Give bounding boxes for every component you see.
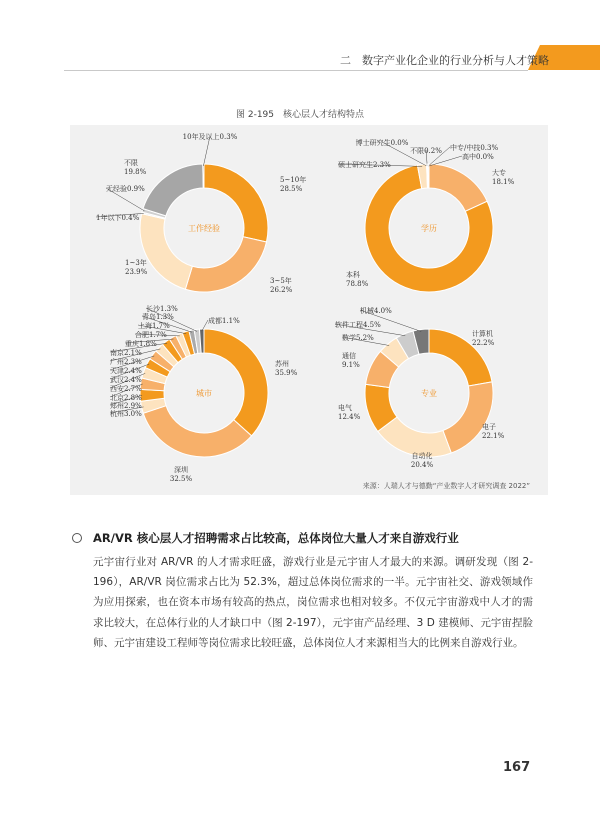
- slice-label: 本科 78.8%: [346, 271, 369, 288]
- slice-label: 1年以下0.4%: [96, 214, 140, 222]
- slice-label: 北京2.8%: [110, 394, 142, 402]
- pie-slice: [140, 214, 192, 290]
- page-number: 167: [503, 760, 531, 775]
- donut-chart-4: [335, 306, 505, 469]
- slice-label: 西安2.7%: [110, 385, 142, 393]
- donut-center-label: 工作经验: [188, 224, 220, 233]
- donut-chart-3: [110, 304, 298, 483]
- slice-label: 通信 9.1%: [342, 352, 360, 369]
- slice-label: 重庆1.8%: [125, 340, 157, 348]
- pie-slice: [143, 164, 203, 216]
- pie-slice: [185, 237, 266, 292]
- slice-label: 电子 22.1%: [482, 423, 505, 440]
- slice-label: 天津2.4%: [110, 367, 142, 375]
- slice-label: 中专/中技0.3%: [450, 144, 499, 152]
- pie-slice: [443, 382, 493, 453]
- slice-label: 成都1.1%: [208, 317, 240, 325]
- donut-charts: [70, 125, 548, 495]
- slice-label: 硕士研究生2.3%: [338, 161, 391, 169]
- donut-chart-1: [96, 132, 306, 294]
- section-heading: AR/VR 核心层人才招聘需求占比较高，总体岗位大量人才来自游戏行业: [93, 531, 459, 545]
- slice-label: 1~3年 23.9%: [125, 259, 148, 276]
- slice-label: 广州2.3%: [110, 358, 142, 366]
- slice-label: 郑州2.9%: [110, 402, 142, 410]
- slice-label: 软件工程4.5%: [335, 321, 381, 329]
- slice-label: 青岛1.3%: [142, 313, 174, 321]
- slice-label: 计算机 22.2%: [472, 330, 495, 347]
- slice-label: 10年及以上0.3%: [182, 133, 238, 141]
- slice-label: 武汉2.4%: [110, 376, 142, 384]
- donut-center-label: 专业: [421, 389, 437, 398]
- pie-slice: [143, 406, 251, 457]
- slice-label: 大专 18.1%: [492, 169, 515, 186]
- slice-label: 5~10年 28.5%: [280, 176, 307, 193]
- slice-label: 机械4.0%: [360, 307, 392, 315]
- bullet-circle-icon: [72, 533, 82, 543]
- slice-label: 南京2.1%: [110, 349, 142, 357]
- figure-title: 图 2-195 核心层人才结构特点: [235, 110, 364, 120]
- slice-label: 无经验0.9%: [106, 185, 145, 193]
- header-rule: [64, 70, 528, 71]
- slice-label: 博士研究生0.0%: [355, 139, 409, 147]
- figure-source: 来源：人瑞人才与德勤“产业数字人才研究调查 2022”: [362, 482, 530, 490]
- slice-label: 不限0.2%: [410, 147, 442, 155]
- donut-chart-2: [338, 138, 515, 292]
- pie-slice: [203, 164, 204, 188]
- slice-label: 上海1.7%: [138, 322, 170, 330]
- donut-center-label: 学历: [421, 224, 437, 233]
- running-header: 二 数字产业化企业的行业分析与人才策略: [340, 54, 549, 67]
- slice-label: 3~5年 26.2%: [270, 277, 293, 294]
- slice-label: 电气 12.4%: [338, 404, 361, 421]
- slice-label: 不限 19.8%: [124, 159, 147, 176]
- slice-label: 深圳 32.5%: [169, 466, 193, 483]
- body-paragraph: 元宇宙行业对 AR/VR 的人才需求旺盛，游戏行业是元宇宙人才最大的来源。调研发现（图 2-196），AR/VR 岗位需求占比为 52.3%，超过总体岗位需求的一半。元宇宙社交、游戏领域作为应用探索，也在资本市场有较高的热点，岗位需求也相对较多。不仅元宇宙游戏中人才的需求比较大，在总体行业的人才缺口中（图 2-197），元宇宙产品经理、3 D 建模师、元宇宙捏脸师、元宇宙建设工程师等岗位需求比较旺盛，总体岗位人才来源相当大的比例来自游戏行业。: [93, 556, 533, 649]
- donut-center-label: 城市: [196, 389, 212, 398]
- slice-label: 高中0.0%: [462, 153, 494, 161]
- slice-label: 杭州3.0%: [110, 410, 142, 418]
- slice-label: 苏州 35.9%: [275, 360, 298, 377]
- slice-label: 数学5.2%: [342, 334, 374, 342]
- pie-slice: [204, 329, 268, 436]
- slice-label: 自动化 20.4%: [410, 452, 434, 469]
- pie-slice: [429, 164, 487, 211]
- slice-label: 长沙1.3%: [146, 305, 178, 313]
- slice-label: 合肥1.7%: [135, 331, 167, 339]
